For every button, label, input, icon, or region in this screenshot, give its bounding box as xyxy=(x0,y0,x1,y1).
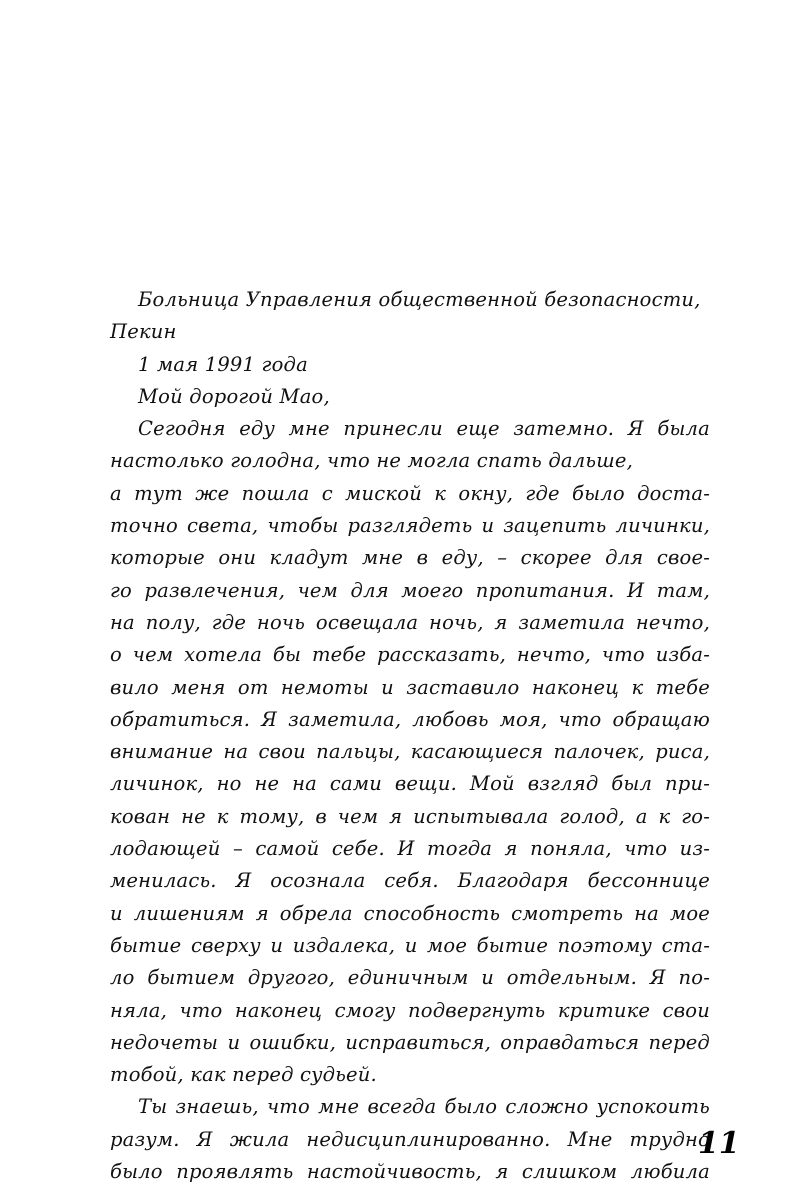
letter-text xyxy=(110,284,710,1188)
letter-line: а тут же пошла с миской к окну, где было доста- xyxy=(110,481,710,505)
letter-line: Больница Управления общественной безопасности, xyxy=(138,288,701,311)
letter-line: разум. Я жила недисциплинированно. Мне трудно xyxy=(110,1127,710,1151)
letter-line: настолько голодна, что не могла спать дальше, xyxy=(110,449,633,473)
letter-line: Мой дорогой Мао, xyxy=(138,384,330,408)
letter-line: Пекин xyxy=(110,320,177,344)
letter-line: недочеты и ошибки, исправиться, оправдаться перед xyxy=(110,1030,710,1054)
letter-line: бытие сверху и издалека, и мое бытие поэтому ста- xyxy=(110,933,710,957)
letter-line: обратиться. Я заметила, любовь моя, что обращаю xyxy=(110,707,710,731)
letter-line: го развлечения, чем для моего пропитания. И там, xyxy=(110,578,710,602)
letter-line: Ты знаешь, что мне всегда было сложно успокоить xyxy=(138,1095,710,1119)
letter-line: лодающей – самой себе. И тогда я поняла, что из- xyxy=(110,837,710,861)
letter-line: ло бытием другого, единичным и отдельным. Я по- xyxy=(110,966,710,990)
letter-line: личинок, но не на сами вещи. Мой взгляд был при- xyxy=(110,772,710,796)
letter-line: менилась. Я осознала себя. Благодаря бессоннице xyxy=(110,869,710,893)
letter-line: точно света, чтобы разглядеть и зацепить личинки, xyxy=(110,514,710,538)
letter-line: няла, что наконец смогу подвергнуть критике свои xyxy=(110,998,710,1022)
letter-line: вило меня от немоты и заставило наконец к тебе xyxy=(110,675,710,699)
letter-line: на полу, где ночь освещала ночь, я заметила нечто, xyxy=(110,610,710,634)
letter-line: о чем хотела бы тебе рассказать, нечто, что изба- xyxy=(110,643,710,667)
letter-line: которые они кладут мне в еду, – скорее для свое- xyxy=(110,546,710,570)
letter-line: и лишениям я обрела способность смотреть на мое xyxy=(110,901,710,925)
letter-line: Сегодня еду мне принесли еще затемно. Я была xyxy=(138,417,710,441)
letter-line: 1 мая 1991 года xyxy=(138,352,308,376)
letter-line: тобой, как перед судьей. xyxy=(110,1063,377,1087)
letter-line: внимание на свои пальцы, касающиеся палочек, риса, xyxy=(110,740,710,764)
letter-line: было проявлять настойчивость, я слишком любила xyxy=(110,1160,710,1184)
letter-line: кован не к тому, в чем я испытывала голод, а к го- xyxy=(110,804,710,828)
page-number: 11 xyxy=(698,1126,740,1161)
